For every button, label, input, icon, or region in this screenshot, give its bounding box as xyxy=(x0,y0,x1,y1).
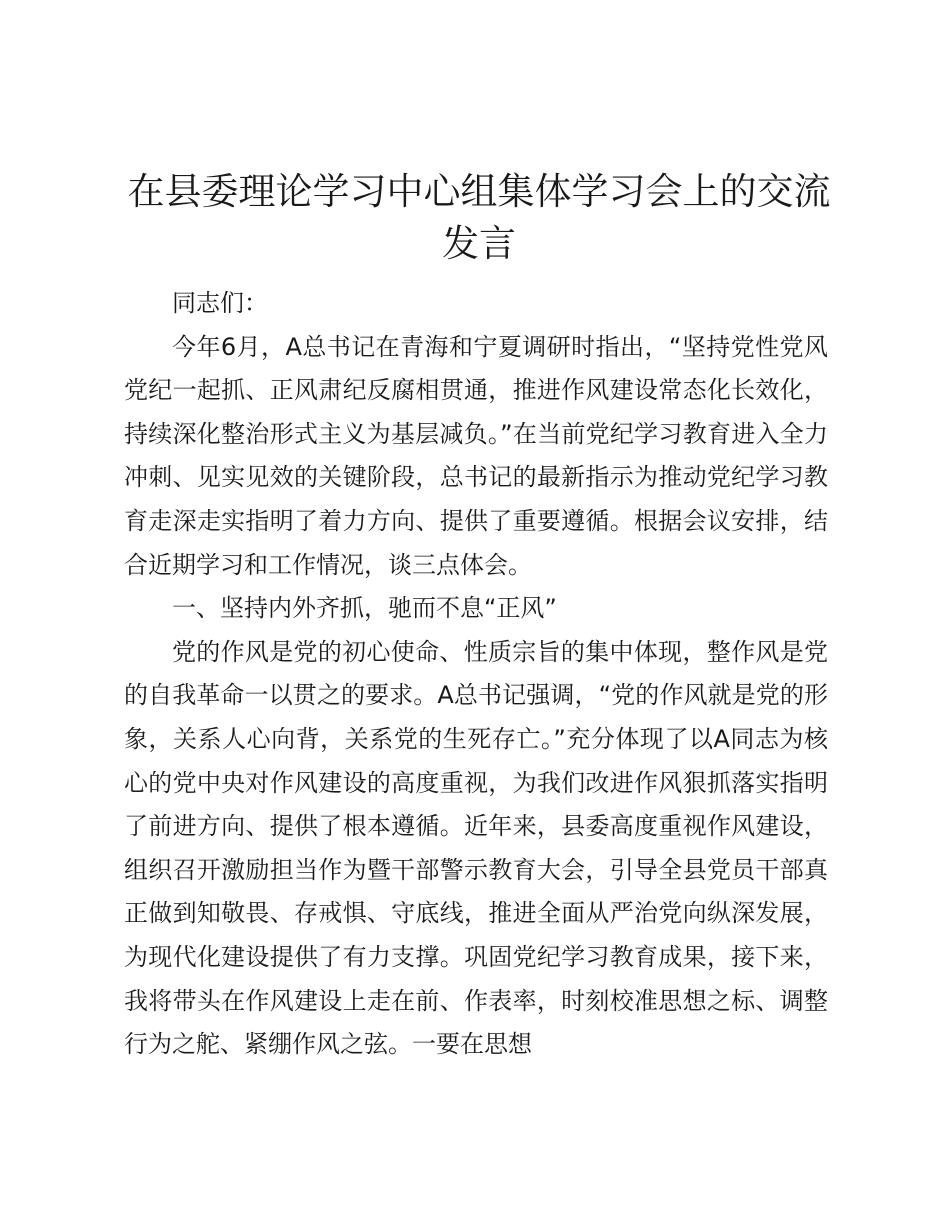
document-body xyxy=(124,282,828,1067)
section-heading-1: 一、坚持内外齐抓，驰而不息“正风” xyxy=(172,594,557,623)
salutation: 同志们： xyxy=(172,289,268,317)
document-title: 在县委理论学习中心组集体学习会上的交流发言 xyxy=(127,170,831,265)
paragraph-section-1: 党的作风是党的初心使命、性质宗旨的集中体现，整作风是党的自我革命一以贯之的要求。A总书记强调，“党的作风就是党的形象，关系人心向背，关系党的生死存亡。”充分体现了以A同志为核心的党中央对作风建设的高度重视，为我们改进作风狠抓落实指明了前进方向、提供了根本遵循。近年来，县委高度重视作风建设，组织召开激励担当作为暨干部警示教育大会，引导全县党员干部真正做到知敬畏、存戒惧、守底线，推进全面从严治党向纵深发展，为现代化建设提供了有力支撑。巩固党纪学习教育成果，接下来，我将带头在作风建设上走在前、作表率，时刻校准思想之标、调整行为之舵、紧绷作风之弦。一要在思想 xyxy=(124,637,828,1059)
paragraph-intro: 今年6月，A总书记在青海和宁夏调研时指出，“坚持党性党风党纪一起抓、正风肃纪反腐相贯通，推进作风建设常态化长效化，持续深化整治形式主义为基层减负。”在当前党纪学习教育进入全力冲刺、见实见效的关键阶段，总书记的最新指示为推动党纪学习教育走深走实指明了着力方向、提供了重要遵循。根据会议安排，结合近期学习和工作情况，谈三点体会。 xyxy=(124,332,828,579)
